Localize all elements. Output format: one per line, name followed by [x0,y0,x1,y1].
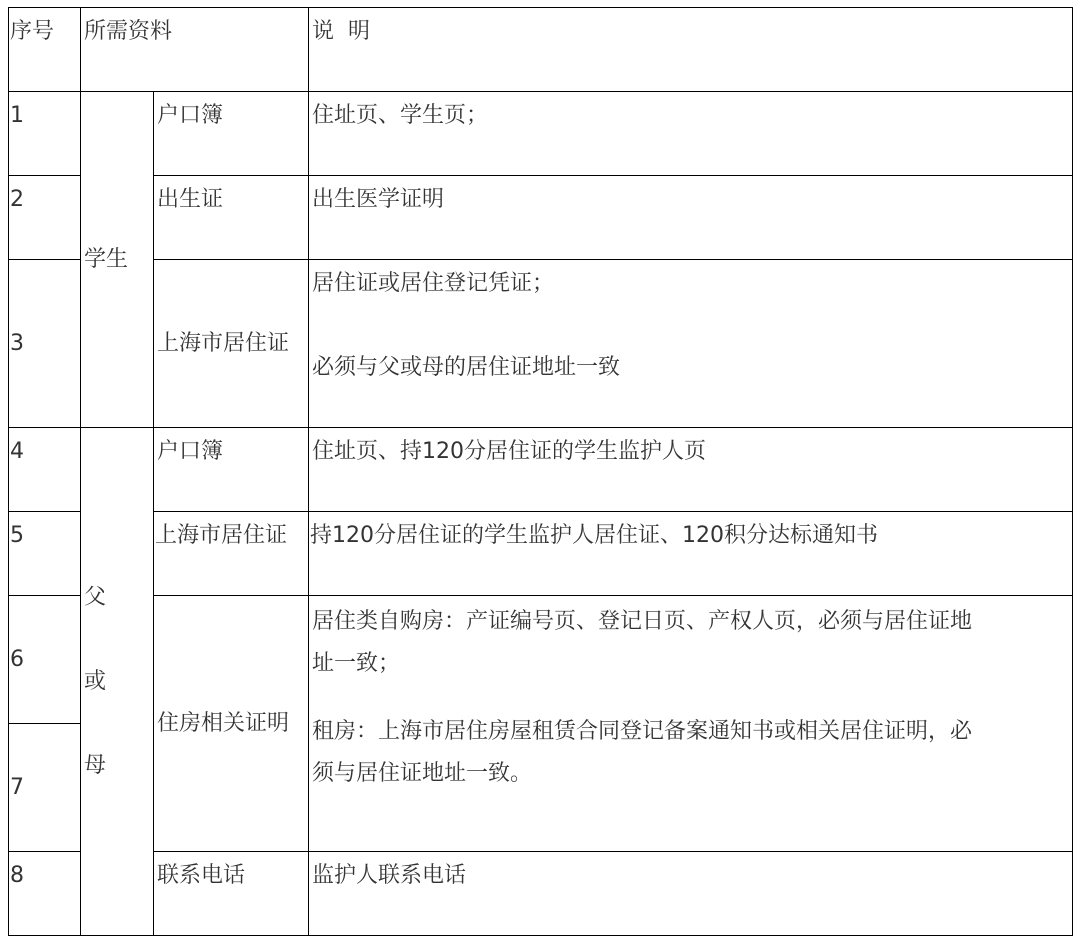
table-row [9,428,1073,512]
row-material: 出生证 [154,176,309,260]
row-description: 出生医学证明 [309,176,1073,260]
row-index: 5 [9,512,81,596]
row-description: 住址页、持120分居住证的学生监护人页 [309,428,1073,512]
description-line: 必须与父或母的居住证地址一致 [312,355,621,380]
row-material: 上海市居住证 [154,260,309,428]
row-description [309,596,1073,852]
table-row [9,176,1073,260]
row-material: 联系电话 [154,852,309,936]
description-line: 须与居住证地址一致。 [312,761,533,786]
row-material: 住房相关证明 [154,596,309,852]
group-parent-char: 或 [84,668,107,694]
table-row [9,852,1073,936]
row-description: 监护人联系电话 [309,852,1073,936]
row-index: 6 [9,596,81,724]
row-index: 2 [9,176,81,260]
row-index: 8 [9,852,81,936]
row-description [309,260,1073,428]
description-line: 租房：上海市居住房屋租赁合同登记备案通知书或相关居住证明，必 [312,719,973,744]
table-row [9,512,1073,596]
description-line: 居住证或居住登记凭证； [312,271,555,296]
row-description: 持120分居住证的学生监护人居住证、120积分达标通知书 [309,512,1073,596]
row-index: 3 [9,260,81,428]
group-parent [81,428,154,936]
row-material: 户口簿 [154,428,309,512]
row-material: 户口簿 [154,92,309,176]
description-line: 址一致； [312,651,401,676]
group-parent-char: 父 [84,584,107,610]
table-row [9,260,1073,428]
requirements-table [8,7,1073,936]
table-row [9,92,1073,176]
description-line: 居住类自购房：产证编号页、登记日页、产权人页，必须与居住证地 [312,609,973,634]
header-row [9,8,1073,92]
header-material: 所需资料 [81,8,309,92]
header-index: 序号 [9,8,81,92]
header-description: 说 明 [309,8,1073,92]
table-row [9,596,1073,724]
row-index: 1 [9,92,81,176]
group-parent-char: 母 [84,752,107,778]
row-index: 4 [9,428,81,512]
row-material: 上海市居住证 [154,512,309,596]
row-index: 7 [9,724,81,852]
group-student: 学生 [81,92,154,428]
row-description: 住址页、学生页； [309,92,1073,176]
